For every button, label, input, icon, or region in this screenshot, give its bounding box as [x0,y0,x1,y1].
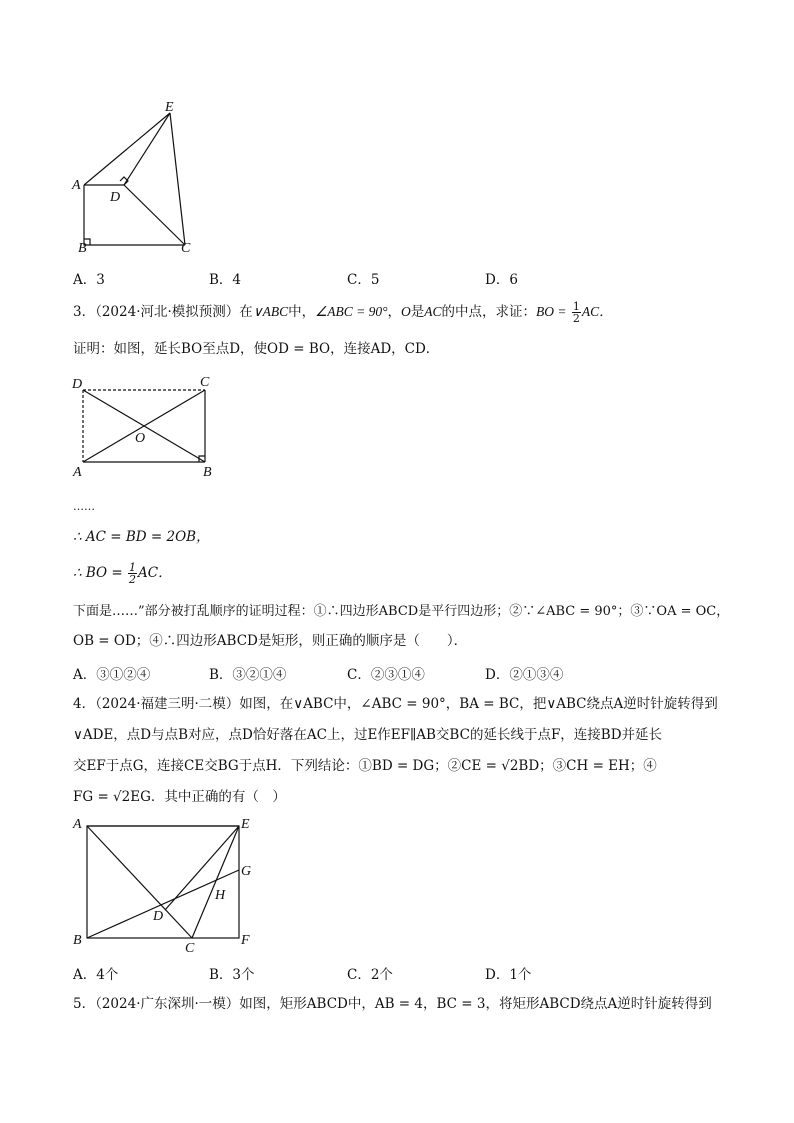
q4-stem-line4: FG = √2EG．其中正确的有（ ） [73,789,286,805]
q4-label-A: A [73,817,82,832]
q4-stem-line2: ∨ADE，点D与点B对应，点D恰好落在AC上，过E作EF∥AB交BC的延长线于点F，连接BD并延长 [73,727,663,743]
q3-label-A: A [73,465,82,480]
q4-label-C: C [185,941,195,956]
q3-option-b: B．③②①④ [209,667,287,683]
q3-step2-fraction: $\frac{1}{2}$ [129,561,137,586]
q4-option-d: D．1个 [485,967,532,983]
q4-option-b: B．3个 [209,967,255,983]
q2-label-A: A [72,178,81,193]
q2-option-d: D．6 [485,272,518,288]
q3-fraction: $\frac{1}{2}$ [572,300,580,325]
q3-label-C: C [200,375,210,390]
q2-figure [70,95,210,260]
q3-step2: ∴ BO = $\frac{1}{2}$ AC． [73,561,172,586]
q2-option-b: B．4 [209,272,242,288]
q3-step1: ∴ AC = BD = 2OB， [73,529,210,545]
q3-label-B: B [203,465,212,480]
q4-stem-line1: 4．（2024·福建三明·二模）如图，在∨ABC中，∠ABC = 90°，BA = BC，把∨ABC绕点A逆时针旋转得到 [73,696,718,712]
q3-stem: 3．（2024·河北·模拟预测）在∨ABC中，∠ABC = 90°，O是AC的中点，求证：BO = $\frac{1}{2}$ AC． [73,300,613,325]
q4-label-B: B [73,933,82,948]
q3-label-D: D [72,377,83,392]
q2-option-c: C．5 [347,272,380,288]
q3-ellipsis: …… [73,500,95,513]
q3-option-a: A．③①②④ [73,667,151,683]
q4-label-F: F [241,933,250,948]
q3-question: OB = OD；④∴四边形ABCD是矩形，则正确的顺序是（ ）． [73,633,468,649]
q2-rect-side [84,185,185,245]
q4-stem-line3: 交EF于点G，连接CE交BG于点H．下列结论：①BD = DG；②CE = √2BD；③CH = EH；④ [73,758,657,774]
q4-option-c: C．2个 [347,967,393,983]
q2-label-B: B [78,241,87,256]
q4-label-H: H [215,888,226,903]
q3-label-O: O [135,431,146,446]
q3-figure [65,370,225,480]
q4-label-E: E [241,817,250,832]
q3-scrambled-steps: 下面是……”部分被打乱顺序的证明过程：①∴四边形ABCD是平行四边形；②∵∠ABC = 90°；③∵OA = OC， [73,604,730,619]
q3-proof-intro: 证明：如图，延长BO至点D，使OD = BO，连接AD，CD． [73,341,440,357]
q5-stem-line1: 5．（2024·广东深圳·一模）如图，矩形ABCD中，AB = 4，BC = 3，将矩形ABCD绕点A逆时针旋转得到 [73,996,712,1012]
q2-label-E: E [165,100,174,115]
q4-option-a: A．4个 [73,967,119,983]
q3-option-c: C．②③①④ [347,667,425,683]
q2-label-D: D [110,190,121,205]
q3-option-d: D．②①③④ [485,667,564,683]
q4-label-G: G [241,864,252,879]
q2-label-C: C [181,241,191,256]
q2-option-a: A．3 [73,272,105,288]
q4-label-D: D [153,909,164,924]
q4-figure [65,810,270,960]
